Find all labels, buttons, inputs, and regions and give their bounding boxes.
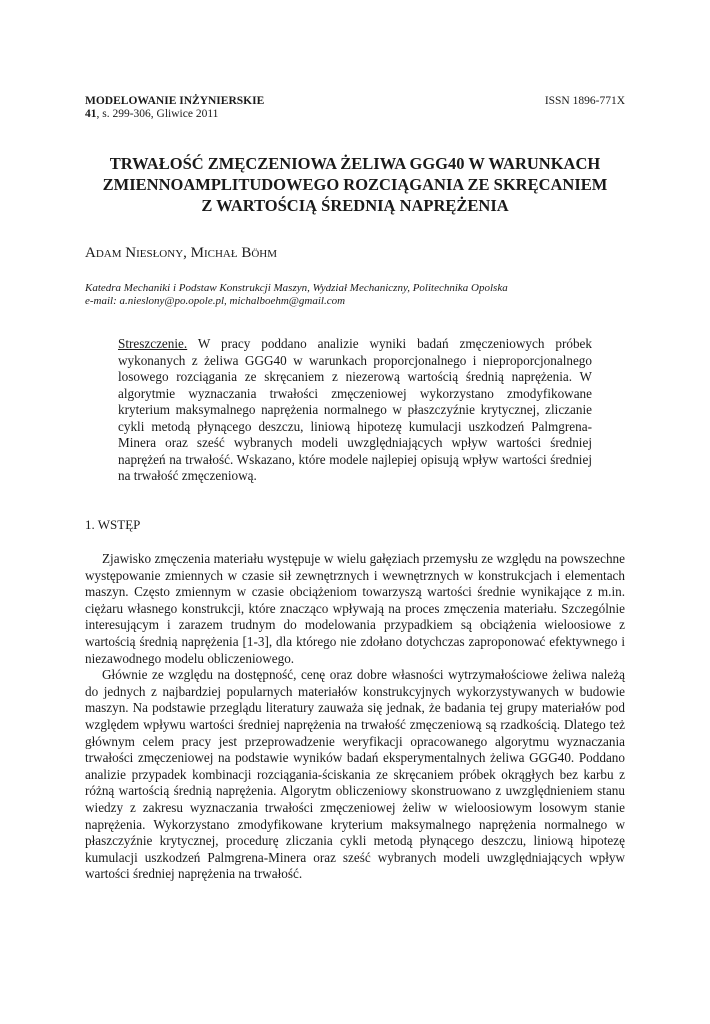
abstract-text: W pracy poddano analizie wyniki badań zmęczeniowych próbek wykonanych z żeliwa GGG40 w warunkach proporcjonalnego i nieproporcjonalnego losowego rozciągania ze skręcaniem z niezerową wartością średnią naprężenia. W algorytmie wyznaczania trwałości zmęczeniowej wykorzystano zmodyfikowane kryterium maksymalnego naprężenia normalnego w płaszczyźnie krytycznej, zliczanie cykli metodą płynącego deszczu, liniową hipotezę kumulacji uszkodzeń Palmgrena-Minera oraz sześć wybranych modeli uwzględniających wpływ wartości średniej naprężeń na trwałość. Wskazano, które modele najlepiej opisują wpływ wartości średniej na trwałość zmęczeniową. — [118, 336, 592, 483]
section-heading: 1. WSTĘP — [85, 517, 141, 532]
authors: Adam Niesłony, Michał Böhm — [85, 245, 278, 261]
affiliation-line: Katedra Mechaniki i Podstaw Konstrukcji Maszyn, Wydział Mechaniczny, Politechnika Opolska — [85, 282, 508, 294]
paragraph-1: Zjawisko zmęczenia materiału występuje w wielu gałęziach przemysłu ze względu na powszechne występowanie zmiennych w czasie sił zewnętrznych i wewnętrznych w konstrukcjach i elementach maszyn. Często zmiennym w czasie obciążeniom towarzyszą wartości średnie wynikające z m.in. ciężaru własnego konstrukcji, które znacząco wpływają na proces zmęczenia materiału. Szczególnie interesującym i zarazem trudnym do modelowania przypadkiem są obciążenia wieloosiowe z wartością średnią naprężenia [1-3], dla którego nie zdołano dotychczas zaproponować efektywnego i niezawodnego modelu obliczeniowego. — [85, 551, 625, 666]
journal-name: MODELOWANIE INŻYNIERSKIE — [85, 95, 265, 107]
title-line-3: Z WARTOŚCIĄ ŚREDNIĄ NAPRĘŻENIA — [201, 196, 509, 215]
abstract-label: Streszczenie. — [118, 336, 188, 351]
affiliation — [85, 282, 508, 308]
issn: ISSN 1896-771X — [544, 95, 625, 107]
journal-pages-place: , s. 299-306, Gliwice 2011 — [96, 108, 219, 120]
paragraph-2: Głównie ze względu na dostępność, cenę oraz dobre własności wytrzymałościowe żeliwa należą do jednych z najbardziej popularnych materiałów konstrukcyjnych wykorzystywanych w budowie maszyn. Na podstawie przeglądu literatury zauważa się jednak, że badania tej grupy materiałów pod względem wpływu wartości średniej naprężenia na trwałość zmęczeniową są rzadkością. Dlatego też głównym celem pracy jest przeprowadzenie weryfikacji opracowanego algorytmu wyznaczania trwałości zmęczeniowej na podstawie wyników badań eksperymentalnych żeliwa GGG40. Poddano analizie przypadek kombinacji rozciągania-ściskania ze skręcaniem próbek okrągłych bez karbu z różną wartością średnią naprężenia. Algorytm obliczeniowy skonstruowano z uwzględnieniem stanu wiedzy z zakresu wyznaczania trwałości zmęczeniowej żeliw w wieloosiowym losowym stanie naprężenia. Wykorzystano zmodyfikowane kryterium maksymalnego naprężenia normalnego w płaszczyźnie krytycznej, procedurę zliczania cykli metodą płynącego deszczu, liniową hipotezę kumulacji uszkodzeń Palmgrena-Minera oraz sześć wybranych modeli uwzględniających wpływ wartości średniej naprężenia na trwałość. — [85, 667, 625, 882]
paper-title — [85, 153, 625, 216]
journal-volume: 41 — [85, 108, 97, 120]
email-line: e-mail: a.nieslony@po.opole.pl, michalboehm@gmail.com — [85, 295, 346, 307]
journal-header — [85, 95, 264, 121]
body-text — [85, 551, 625, 883]
title-line-2: ZMIENNOAMPLITUDOWEGO ROZCIĄGANIA ZE SKRĘCANIEM — [102, 175, 608, 194]
journal-meta — [85, 108, 264, 121]
abstract — [118, 336, 592, 485]
title-line-1: TRWAŁOŚĆ ZMĘCZENIOWA ŻELIWA GGG40 W WARUNKACH — [109, 154, 601, 173]
